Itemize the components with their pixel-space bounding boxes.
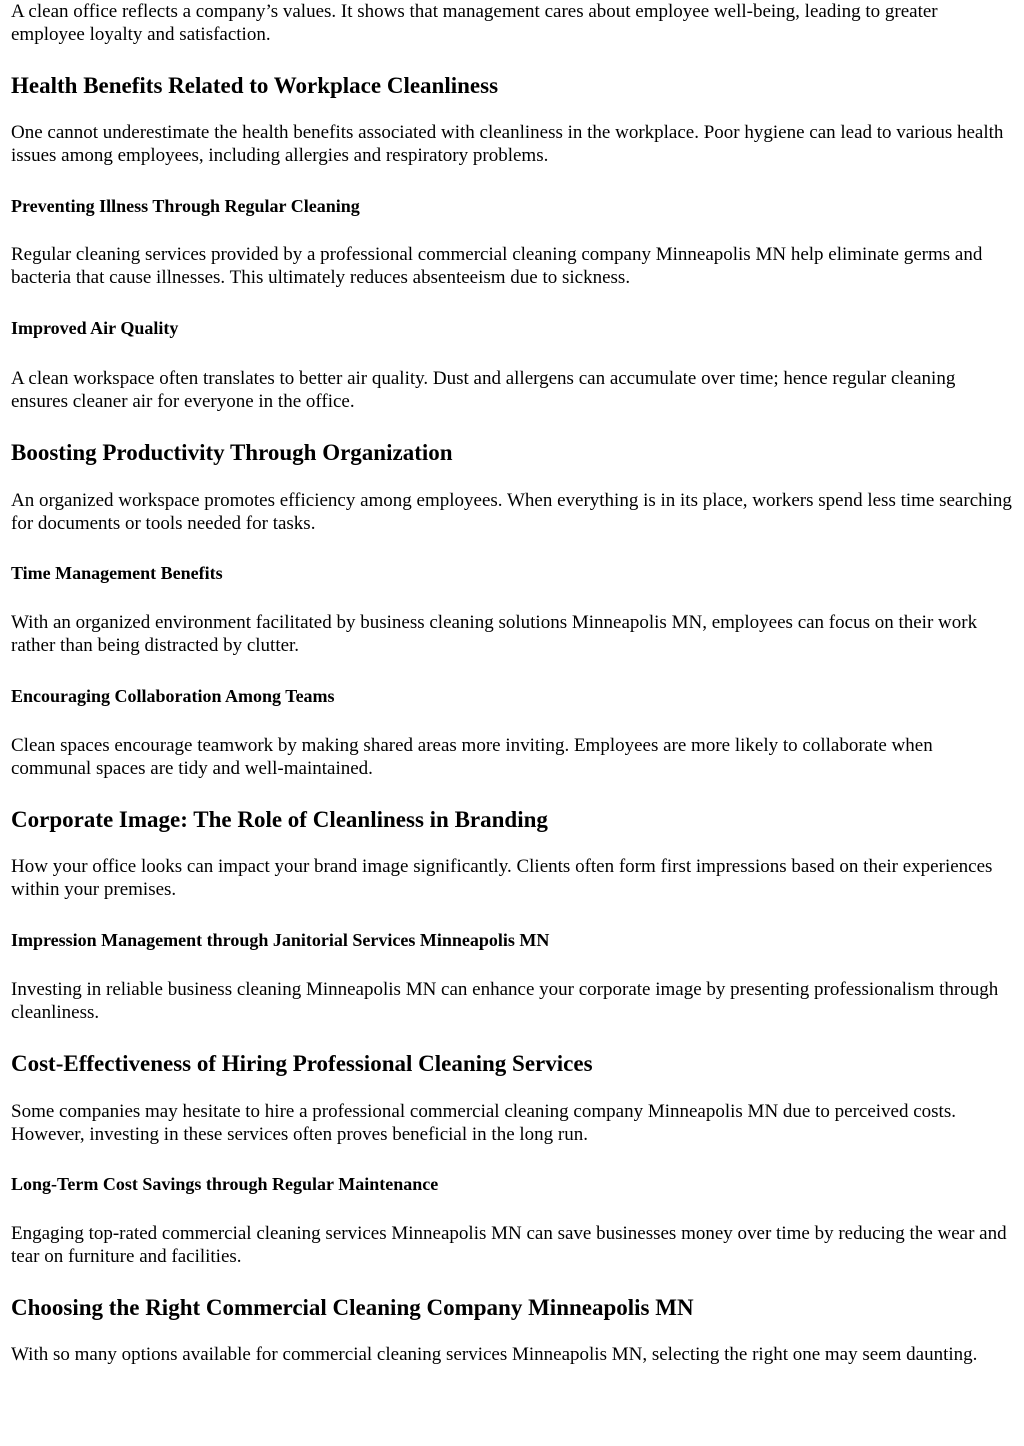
paragraph-air-quality: A clean workspace often translates to better air quality. Dust and allergens can accumulate over time; hence regular cleaning ensures cleaner air for everyone in the office. (11, 368, 956, 412)
subheading-air-quality: Improved Air Quality (11, 318, 179, 338)
heading-choosing-company: Choosing the Right Commercial Cleaning Company Minneapolis MN (11, 1295, 694, 1320)
heading-corporate-image: Corporate Image: The Role of Cleanliness in Branding (11, 807, 548, 832)
paragraph-health-benefits: One cannot underestimate the health benefits associated with cleanliness in the workplace. Poor hygiene can lead to various health issues among employees, including allergies and respiratory problems. (11, 122, 1004, 166)
subheading-time-management: Time Management Benefits (11, 563, 223, 583)
heading-cost-effectiveness: Cost-Effectiveness of Hiring Professional Cleaning Services (11, 1051, 593, 1076)
paragraph-productivity: An organized workspace promotes efficiency among employees. When everything is in its place, workers spend less time searching for documents or tools needed for tasks. (11, 490, 1012, 534)
paragraph-long-term-savings: Engaging top-rated commercial cleaning services Minneapolis MN can save businesses money over time by reducing the wear and tear on furniture and facilities. (11, 1223, 1007, 1267)
subheading-collaboration: Encouraging Collaboration Among Teams (11, 686, 335, 706)
subheading-long-term-savings: Long-Term Cost Savings through Regular Maintenance (11, 1174, 439, 1194)
subheading-impression-management: Impression Management through Janitorial Services Minneapolis MN (11, 930, 550, 950)
heading-productivity: Boosting Productivity Through Organization (11, 440, 453, 465)
paragraph-impression-management: Investing in reliable business cleaning Minneapolis MN can enhance your corporate image by presenting professionalism through cleanliness. (11, 979, 999, 1023)
paragraph-choosing-company: With so many options available for commercial cleaning services Minneapolis MN, selecting the right one may seem daunting. (11, 1344, 978, 1365)
intro-paragraph: A clean office reflects a company’s values. It shows that management cares about employee well-being, leading to greater employee loyalty and satisfaction. (11, 1, 938, 45)
paragraph-cost-effectiveness: Some companies may hesitate to hire a professional commercial cleaning company Minneapolis MN due to perceived costs. However, investing in these services often proves beneficial in the long run. (11, 1101, 956, 1145)
paragraph-corporate-image: How your office looks can impact your brand image significantly. Clients often form first impressions based on their experiences within your premises. (11, 856, 993, 900)
paragraph-collaboration: Clean spaces encourage teamwork by making shared areas more inviting. Employees are more likely to collaborate when communal spaces are tidy and well-maintained. (11, 735, 933, 779)
paragraph-time-management: With an organized environment facilitated by business cleaning solutions Minneapolis MN, employees can focus on their work rather than being distracted by clutter. (11, 612, 978, 656)
heading-health-benefits: Health Benefits Related to Workplace Cleanliness (11, 73, 499, 98)
paragraph-preventing-illness: Regular cleaning services provided by a professional commercial cleaning company Minneapolis MN help eliminate germs and bacteria that cause illnesses. This ultimately reduces absenteeism due to sickness. (11, 244, 983, 288)
subheading-preventing-illness: Preventing Illness Through Regular Cleaning (11, 196, 360, 216)
